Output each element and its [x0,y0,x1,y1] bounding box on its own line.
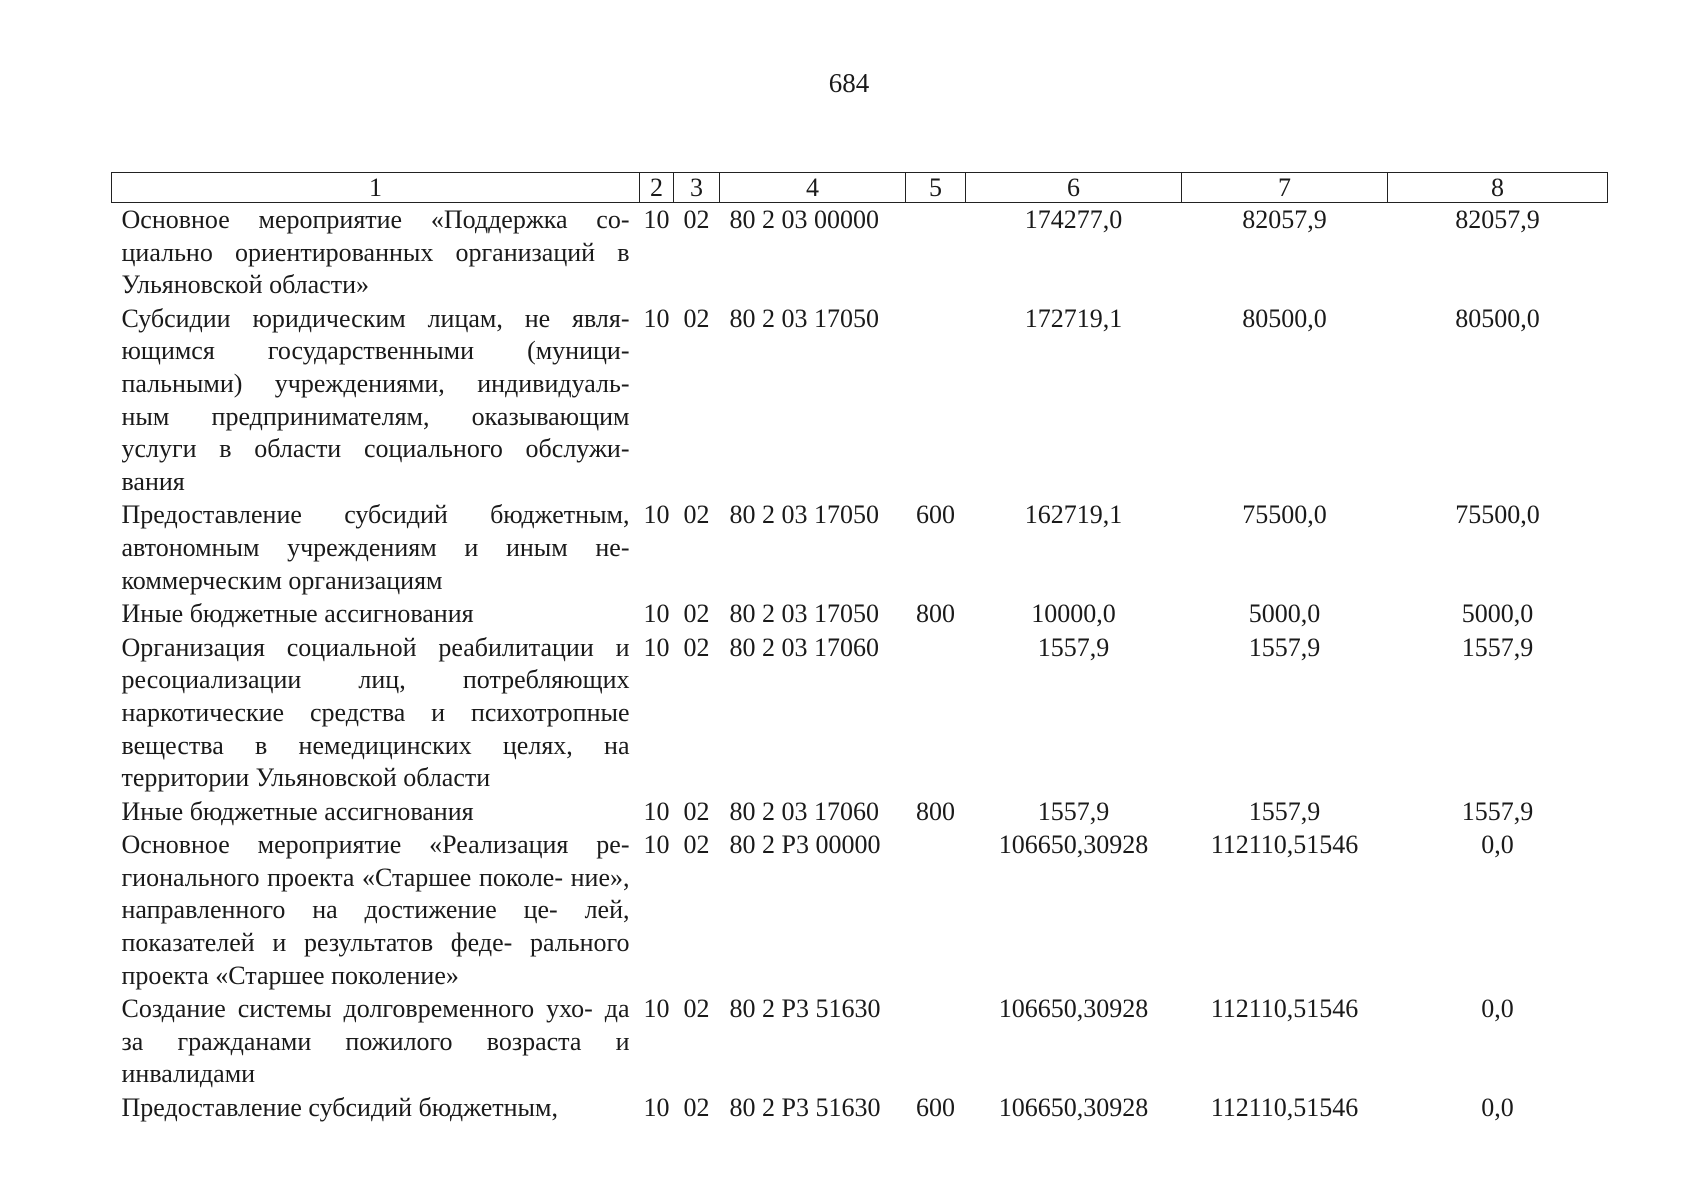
description-line: ние», направленного на достижение це- [121,862,630,925]
description-line: Предоставление субсидий бюджетным, [121,500,630,530]
amount-col-8-cell: 75500,0 [1455,500,1540,530]
description-line: Основное мероприятие «Реализация ре- [121,830,630,860]
table-row [112,597,1608,631]
description-line: Организация социальной реабилитации и [121,632,630,662]
amount-col-7-cell: 112110,51546 [1210,830,1359,860]
amount-col-6-cell: 162719,1 [1024,500,1123,530]
description-line: лей, показателей и результатов феде- [121,895,630,958]
amount-col-7-cell: 75500,0 [1242,500,1327,530]
amount-col-8-cell: 82057,9 [1455,205,1540,234]
column-header-7: 7 [1182,173,1388,203]
expense-type-cell [906,302,966,499]
expense-type-cell: 800 [916,599,955,629]
subsection-cell: 02 [683,632,710,662]
amount-col-8-cell: 0,0 [1481,994,1514,1024]
description-line: Субсидии юридическим лицам, не явля- [121,303,630,333]
description-line: вания [121,466,185,496]
description-line: ресоциализации лиц, потребляющих [121,665,630,695]
amount-col-6-cell: 172719,1 [1024,303,1123,333]
amount-col-7-cell: 5000,0 [1248,599,1321,629]
expense-type-cell: 600 [916,500,955,530]
section-cell: 10 [643,632,670,662]
table-row [112,203,1608,302]
subsection-cell: 02 [683,599,710,629]
section-cell: 10 [643,830,670,860]
amount-col-7-cell: 1557,9 [1248,632,1321,662]
description-line: автономным учреждениям и иным не- [121,532,630,562]
description-line: ющимся государственными (муници- [121,336,630,366]
subsection-cell: 02 [683,796,710,826]
description-line: Предоставление субсидий бюджетным, [121,1093,558,1123]
row-description [112,992,640,1091]
column-header-1: 1 [112,173,640,203]
section-cell: 10 [643,500,670,530]
target-article-cell: 80 2 03 17050 [729,500,879,530]
description-line: Иные бюджетные ассигнования [121,599,474,629]
subsection-cell: 02 [683,1093,710,1123]
table-header-row [112,173,1608,203]
column-header-3: 3 [674,173,720,203]
description-line: да за гражданами пожилого возраста и [121,994,630,1056]
amount-col-6-cell: 174277,0 [1024,205,1123,234]
target-article-cell: 80 2 03 17060 [729,632,879,662]
table-row [112,992,1608,1091]
row-description [112,631,640,795]
amount-col-6-cell: 1557,9 [1037,632,1110,662]
subsection-cell: 02 [683,994,710,1024]
table-row [112,498,1608,597]
column-header-6: 6 [966,173,1182,203]
expense-type-cell [906,631,966,795]
subsection-cell: 02 [683,830,710,860]
section-cell: 10 [643,303,670,333]
description-line: инвалидами [121,1059,256,1089]
amount-col-6-cell: 1557,9 [1037,796,1110,826]
column-header-2: 2 [640,173,674,203]
column-header-4: 4 [720,173,906,203]
expense-type-cell [906,203,966,302]
column-header-8: 8 [1388,173,1608,203]
amount-col-6-cell: 106650,30928 [998,1093,1149,1123]
target-article-cell: 80 2 P3 51630 [729,994,881,1024]
row-description [112,498,640,597]
row-description [112,795,640,829]
row-description [112,302,640,499]
target-article-cell: 80 2 03 17060 [729,796,879,826]
amount-col-6-cell: 10000,0 [1031,599,1116,629]
description-line: гионального проекта «Старшее поколе- [121,862,564,892]
description-line: пальными) учреждениями, индивидуаль- [121,368,630,398]
description-line: услуги в области социального обслужи- [121,434,630,464]
description-line: рального проекта «Старшее поколение» [121,928,630,990]
expense-type-cell [906,828,966,992]
section-cell: 10 [643,796,670,826]
column-header-5: 5 [906,173,966,203]
table-row [112,828,1608,992]
row-description [112,828,640,992]
description-line: коммерческим организациям [121,565,443,595]
table-row [112,302,1608,499]
amount-col-8-cell: 1557,9 [1461,796,1534,826]
description-line: территории Ульяновской области [121,763,491,793]
table-row [112,795,1608,829]
row-description [112,203,640,302]
row-description [112,597,640,631]
target-article-cell: 80 2 P3 00000 [729,830,881,860]
description-line: Ульяновской области» [121,270,369,300]
section-cell: 10 [643,205,670,234]
page-number: 684 [828,68,870,98]
subsection-cell: 02 [683,500,710,530]
section-cell: 10 [643,1093,670,1123]
description-line: циально ориентированных организаций в [121,237,630,267]
amount-col-8-cell: 80500,0 [1455,303,1540,333]
budget-table [111,172,1608,1125]
description-line: Иные бюджетные ассигнования [121,796,474,826]
section-cell: 10 [643,994,670,1024]
description-line: Основное мероприятие «Поддержка со- [121,205,630,234]
subsection-cell: 02 [683,205,710,234]
row-description [112,1091,640,1125]
target-article-cell: 80 2 P3 51630 [729,1093,881,1123]
description-line: вещества в немедицинских целях, на [121,730,630,760]
amount-col-8-cell: 0,0 [1481,830,1514,860]
expense-type-cell [906,992,966,1091]
target-article-cell: 80 2 03 17050 [729,303,879,333]
table-body [112,203,1608,1125]
subsection-cell: 02 [683,303,710,333]
expense-type-cell: 800 [916,796,955,826]
expense-type-cell: 600 [916,1093,955,1123]
amount-col-7-cell: 112110,51546 [1210,994,1359,1024]
amount-col-7-cell: 82057,9 [1242,205,1327,234]
amount-col-7-cell: 112110,51546 [1210,1093,1359,1123]
table-row [112,631,1608,795]
table-row [112,1091,1608,1125]
description-line: Создание системы долговременного ухо- [121,994,593,1024]
target-article-cell: 80 2 03 00000 [729,205,879,234]
amount-col-6-cell: 106650,30928 [998,994,1149,1024]
description-line: ным предпринимателям, оказывающим [121,401,630,431]
amount-col-7-cell: 80500,0 [1242,303,1327,333]
target-article-cell: 80 2 03 17050 [729,599,879,629]
amount-col-8-cell: 5000,0 [1461,599,1534,629]
amount-col-7-cell: 1557,9 [1248,796,1321,826]
amount-col-8-cell: 0,0 [1481,1093,1514,1123]
amount-col-8-cell: 1557,9 [1461,632,1534,662]
amount-col-6-cell: 106650,30928 [998,830,1149,860]
section-cell: 10 [643,599,670,629]
description-line: наркотические средства и психотропные [121,697,630,727]
